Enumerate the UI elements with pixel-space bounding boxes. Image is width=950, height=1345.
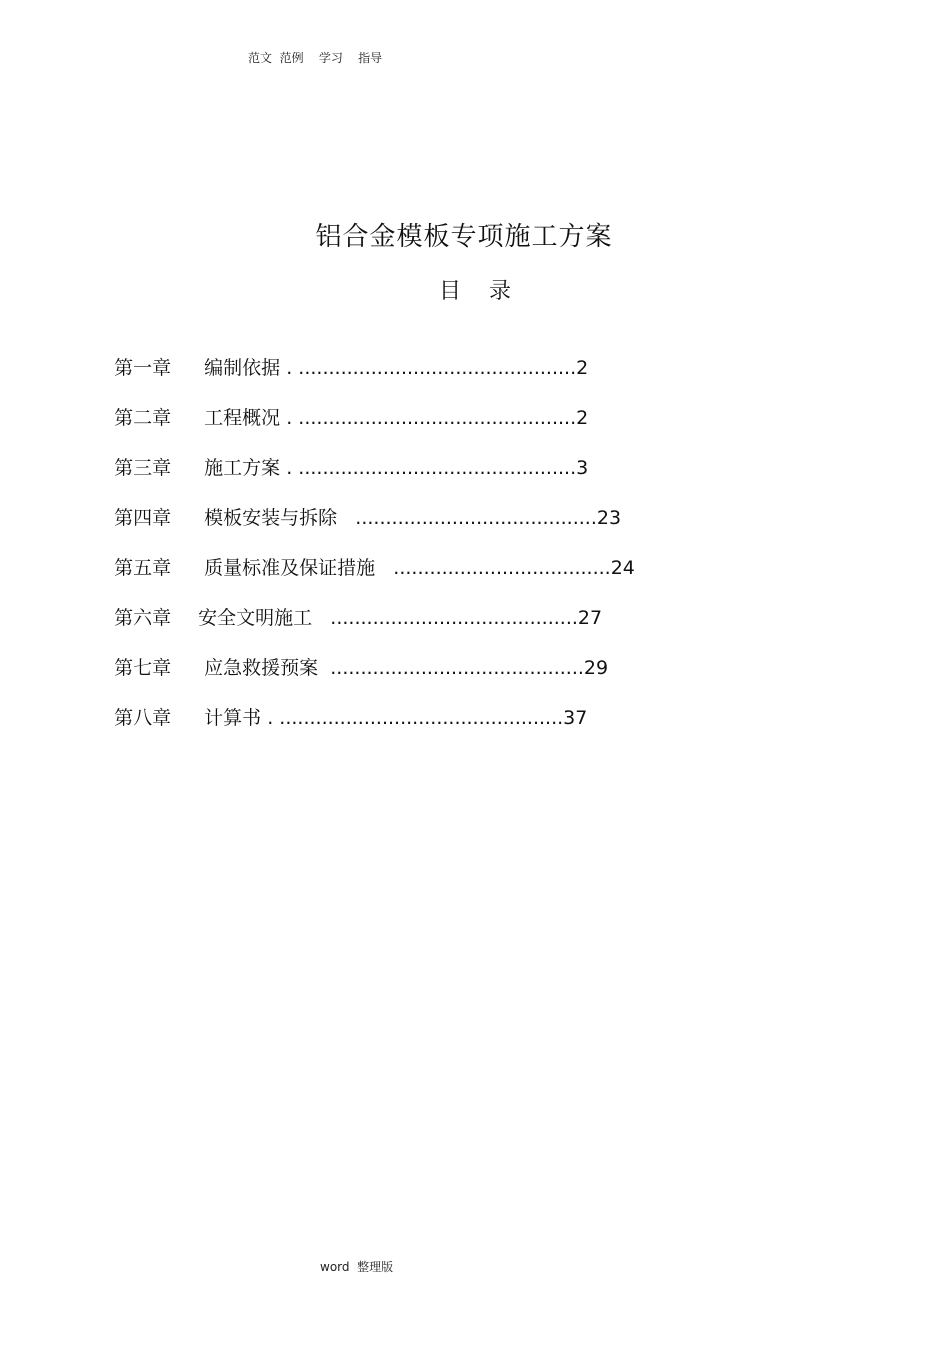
chapter-entry: 施工方案 . ..............................................3 [204, 457, 589, 479]
chapter-entry: 应急救援预案 ..........................................29 [204, 657, 609, 679]
toc-heading: 目 录 [439, 279, 511, 304]
chapter-number: 第五章 [114, 557, 172, 579]
toc-row-6[interactable] [90, 576, 690, 629]
chapter-entry: 安全文明施工 .........................................27 [198, 607, 603, 629]
document-title: 铝合金模板专项施工方案 [315, 222, 613, 252]
chapter-entry: 工程概况 . ..............................................2 [204, 407, 589, 429]
chapter-number: 第四章 [114, 507, 172, 529]
page-header: 范文 范例 学习 指导 [248, 51, 383, 65]
chapter-number: 第三章 [114, 457, 172, 479]
chapter-number: 第二章 [114, 407, 172, 429]
chapter-entry: 模板安装与拆除 ........................................23 [204, 507, 622, 529]
toc-row-1[interactable] [90, 326, 690, 379]
toc-row-5[interactable] [90, 526, 690, 579]
chapter-number: 第八章 [114, 707, 172, 729]
chapter-entry: 编制依据 . ..............................................2 [204, 357, 589, 379]
toc-row-2[interactable] [90, 376, 690, 429]
chapter-number: 第一章 [114, 357, 172, 379]
chapter-number: 第六章 [114, 607, 172, 629]
toc-row-4[interactable] [90, 476, 690, 529]
chapter-number: 第七章 [114, 657, 172, 679]
chapter-entry: 计算书 . ...............................................37 [204, 707, 588, 729]
table-of-contents [90, 326, 690, 729]
toc-row-7[interactable] [90, 626, 690, 679]
toc-row-3[interactable] [90, 426, 690, 479]
toc-row-8[interactable] [90, 676, 690, 729]
chapter-entry: 质量标准及保证措施 ....................................24 [204, 557, 635, 579]
page-footer: word 整理版 [320, 1260, 394, 1274]
